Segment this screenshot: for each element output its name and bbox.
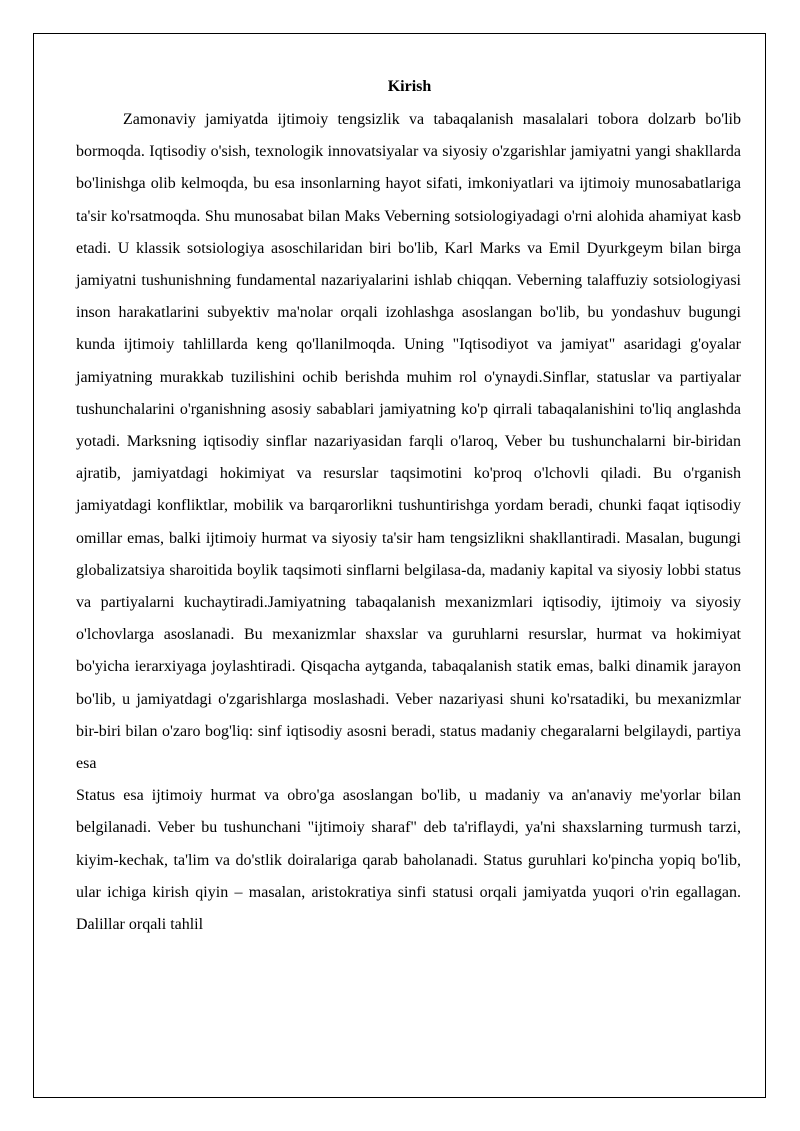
paragraph-intro: Zamonaviy jamiyatda ijtimoiy tengsizlik va tabaqalanish masalalari tobora dolzarb bo'lib bormoqda. Iqtisodiy o'sish, texnologik innovatsiyalar va siyosiy o'zgarishlar jamiyatni yangi shakllarda bo'linishga olib kelmoqda, bu esa insonlarning hayot sifati, imkoniyatlari va ijtimoiy munosabatlariga ta'sir ko'rsatmoqda. Shu munosabat bilan Maks Veberning sotsiologiyadagi o'rni alohida ahamiyat kasb etadi. U klassik sotsiologiya asoschilaridan biri bo'lib, Karl Marks va Emil Dyurkgeym bilan birga jamiyatni tushunishning fundamental nazariyalarini ishlab chiqqan. Veberning talaffuziy sotsiologiyasi inson harakatlarini subyektiv ma'nolar orqali izohlashga asoslangan bo'lib, bu yondashuv bugungi kunda ijtimoiy tahlillarda keng qo'llanilmoqda. Uning "Iqtisodiyot va jamiyat" asaridagi g'oyalar jamiyatning murakkab tuzilishini ochib berishda muhim rol o'ynaydi.Sinflar, statuslar va partiyalar tushunchalarini o'rganishning asosiy sabablari jamiyatning ko'p qirrali tabaqalanishini to'liq anglashda yotadi. Marksning iqtisodiy sinflar nazariyasidan farqli o'laroq, Veber bu tushunchalarni bir-biridan ajratib, jamiyatdagi hokimiyat va resurslar taqsimotini ko'proq o'lchovli qiladi. Bu o'rganish jamiyatdagi konfliktlar, mobilik va barqarorlikni tushuntirishga yordam beradi, chunki faqat iqtisodiy omillar emas, balki ijtimoiy hurmat va siyosiy ta'sir ham tengsizlikni shakllantiradi. Masalan, bugungi globalizatsiya sharoitida boylik taqsimoti sinflarni belgilasa-da, madaniy kapital va siyosiy lobbi status va partiyalarni kuchaytiradi.Jamiyatning tabaqalanish mexanizmlari iqtisodiy, ijtimoiy va siyosiy o'lchovlarga asoslanadi. Bu mexanizmlar shaxslar va guruhlarni resurslar, hurmat va hokimiyat bo'yicha ierarxiyaga joylashtiradi. Qisqacha aytganda, tabaqalanish statik emas, balki dinamik jarayon bo'lib, u jamiyatdagi o'zgarishlarga moslashadi. Veber nazariyasi shuni ko'rsatadiki, bu mexanizmlar bir-biri bilan o'zaro bog'liq: sinf iqtisodiy asosni beradi, status madaniy chegaralarni belgilaydi, partiya esa bbox=[76, 111, 741, 773]
section-title: Kirish bbox=[387, 78, 432, 95]
paragraph-status: Status esa ijtimoiy hurmat va obro'ga asoslangan bo'lib, u madaniy va an'anaviy me'yorlar bilan belgilanadi. Veber bu tushunchani "ijtimoiy sharaf" deb ta'riflaydi, ya'ni shaxslarning turmush tarzi, kiyim-kechak, ta'lim va do'stlik doiralariga qarab baholanadi. Status guruhlari ko'pincha yopiq bo'lib, ular ichiga kirish qiyin – masalan, aristokratiya sinfi statusi orqali jamiyatda yuqori o'rin egallagan. Dalillar orqali tahlil bbox=[76, 787, 741, 934]
document-body bbox=[76, 76, 741, 941]
